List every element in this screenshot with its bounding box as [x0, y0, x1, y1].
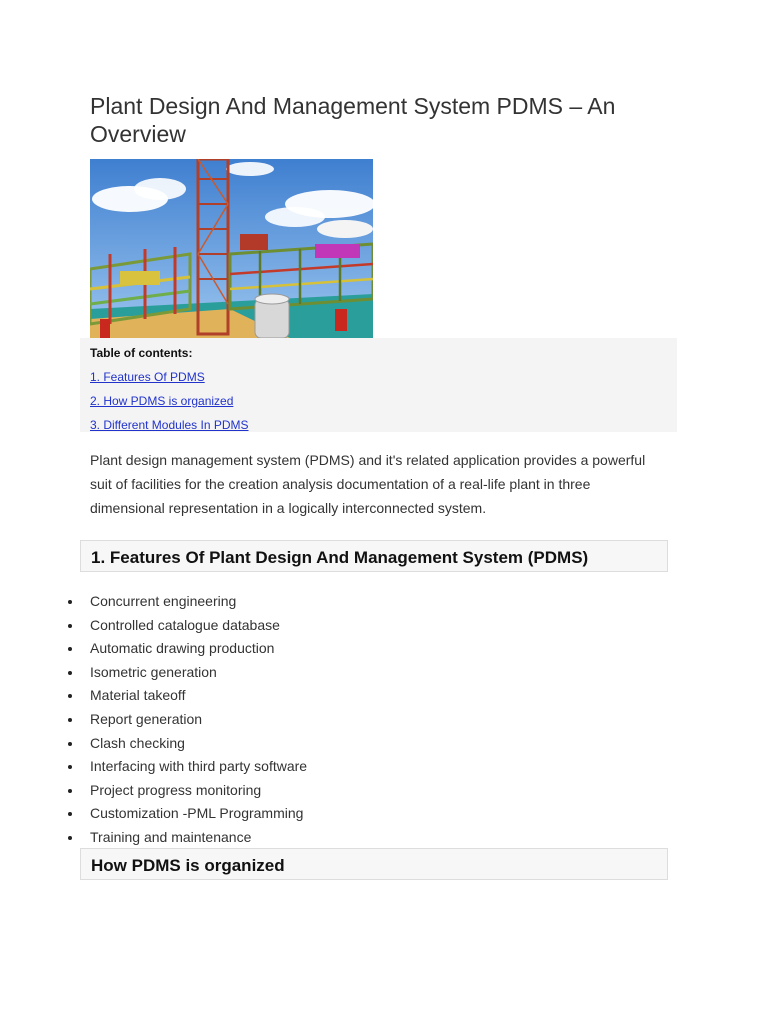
- toc-link-organization[interactable]: 2. How PDMS is organized: [90, 394, 234, 408]
- organization-section-title: How PDMS is organized: [91, 856, 285, 875]
- list-item: Concurrent engineering: [66, 590, 307, 614]
- organization-section-header: [80, 848, 668, 880]
- bullet-icon: [68, 742, 72, 746]
- bullet-icon: [68, 812, 72, 816]
- list-item: Interfacing with third party software: [66, 755, 307, 779]
- list-item: Project progress monitoring: [66, 779, 307, 803]
- features-section-header: [80, 540, 668, 572]
- bullet-icon: [68, 718, 72, 722]
- bullet-icon: [68, 671, 72, 675]
- page-title: Plant Design And Management System PDMS – An Overview: [90, 93, 616, 147]
- table-of-contents: [80, 338, 677, 432]
- toc-link-modules[interactable]: 3. Different Modules In PDMS: [90, 418, 249, 432]
- list-item: Automatic drawing production: [66, 637, 307, 661]
- bullet-icon: [68, 694, 72, 698]
- bullet-icon: [68, 647, 72, 651]
- bullet-icon: [68, 836, 72, 840]
- list-item: Training and maintenance: [66, 826, 307, 850]
- intro-paragraph: Plant design management system (PDMS) and it's related application provides a powerful suit of facilities for the creation analysis documentation of a real-life plant in three dimensional representation in a logically interconnected system.: [90, 452, 646, 516]
- bullet-icon: [68, 765, 72, 769]
- list-item: Isometric generation: [66, 661, 307, 685]
- bullet-icon: [68, 624, 72, 628]
- list-item: Clash checking: [66, 732, 307, 756]
- toc-heading: Table of contents:: [90, 346, 193, 360]
- list-item: Report generation: [66, 708, 307, 732]
- toc-link-features[interactable]: 1. Features Of PDMS: [90, 370, 205, 384]
- list-item: Material takeoff: [66, 684, 307, 708]
- list-item: Controlled catalogue database: [66, 614, 307, 638]
- features-list: [66, 590, 307, 850]
- plant-3d-model-image: [90, 159, 373, 338]
- bullet-icon: [68, 789, 72, 793]
- features-section-title: 1. Features Of Plant Design And Management System (PDMS): [91, 548, 589, 567]
- bullet-icon: [68, 600, 72, 604]
- list-item: Customization -PML Programming: [66, 802, 307, 826]
